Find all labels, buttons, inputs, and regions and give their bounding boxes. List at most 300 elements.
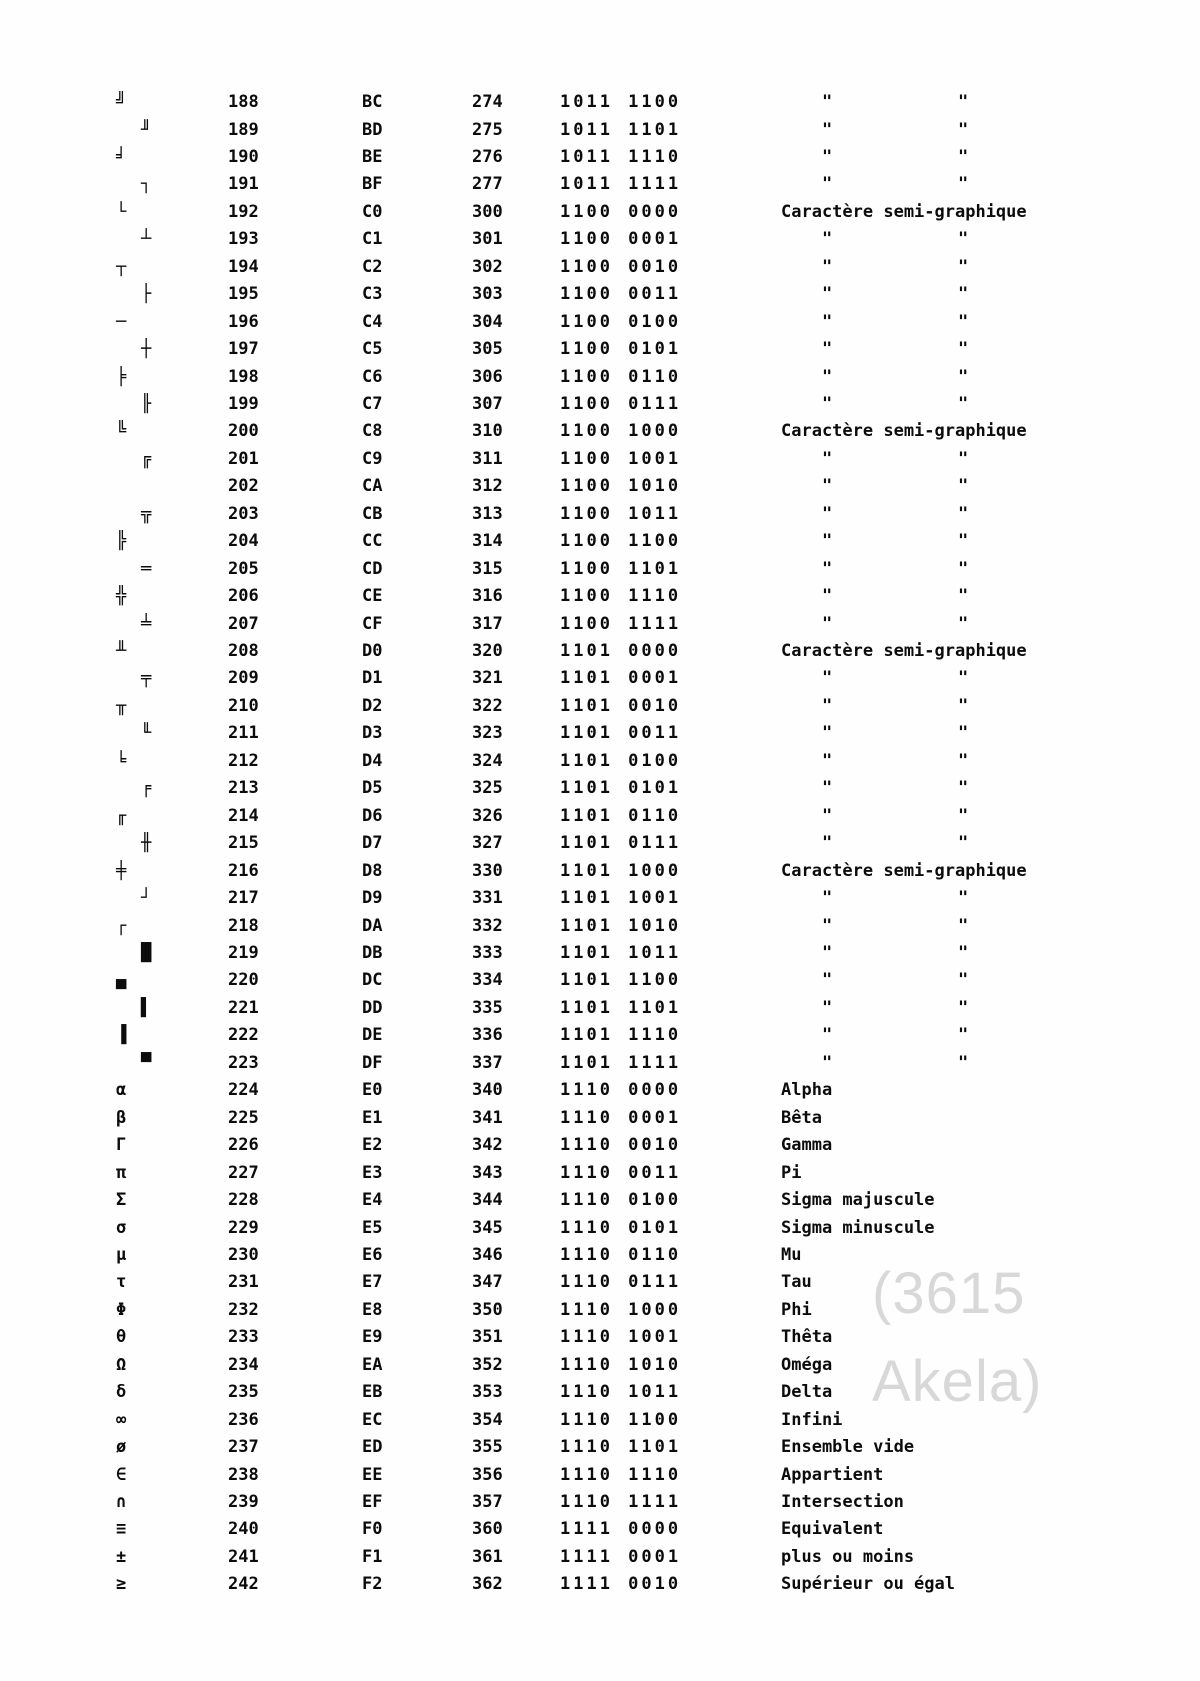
table-row bbox=[0, 610, 1200, 638]
glyph-cell: β bbox=[116, 1107, 127, 1128]
glyph-cell: ╘ bbox=[116, 750, 127, 771]
ditto-mark: " bbox=[958, 256, 969, 277]
hex-cell: DB bbox=[362, 942, 383, 963]
binary-cell: 1101 1011 bbox=[560, 942, 682, 963]
decimal-cell: 242 bbox=[228, 1574, 259, 1595]
ditto-mark: " bbox=[958, 888, 969, 908]
hex-cell: DC bbox=[362, 970, 383, 991]
table-row bbox=[0, 555, 1200, 583]
binary-cell: 1111 0000 bbox=[560, 1519, 682, 1540]
glyph-cell: σ bbox=[116, 1217, 127, 1238]
binary-cell: 1110 1010 bbox=[560, 1354, 682, 1375]
octal-cell: 333 bbox=[472, 942, 503, 963]
octal-cell: 341 bbox=[472, 1107, 503, 1128]
hex-cell: C5 bbox=[362, 339, 383, 359]
glyph-cell: ┘ bbox=[141, 888, 152, 908]
table-row bbox=[0, 774, 1200, 802]
hex-cell: CD bbox=[362, 558, 383, 579]
decimal-cell: 217 bbox=[228, 888, 259, 908]
table-row bbox=[0, 582, 1200, 610]
binary-cell: 1100 0101 bbox=[560, 339, 682, 359]
ditto-mark: " bbox=[822, 970, 833, 991]
decimal-cell: 235 bbox=[228, 1382, 259, 1403]
decimal-cell: 203 bbox=[228, 503, 259, 524]
octal-cell: 327 bbox=[472, 833, 503, 854]
table-row bbox=[0, 500, 1200, 528]
binary-cell: 1101 1101 bbox=[560, 997, 682, 1018]
glyph-cell: ≡ bbox=[116, 1519, 127, 1540]
table-row bbox=[0, 1543, 1200, 1571]
binary-cell: 1110 0110 bbox=[560, 1244, 682, 1265]
octal-cell: 300 bbox=[472, 201, 503, 222]
table-row bbox=[0, 417, 1200, 445]
description-cell: Caractère semi-graphique bbox=[781, 860, 1027, 881]
glyph-cell: ≥ bbox=[116, 1574, 127, 1595]
description-cell: Delta bbox=[781, 1382, 833, 1403]
description-cell: Appartient bbox=[781, 1464, 884, 1485]
binary-cell: 1101 0100 bbox=[560, 750, 682, 771]
table-row bbox=[0, 116, 1200, 144]
glyph-cell: ┌ bbox=[116, 915, 127, 936]
decimal-cell: 202 bbox=[228, 476, 259, 497]
ditto-mark: " bbox=[822, 668, 833, 689]
binary-cell: 1101 1100 bbox=[560, 970, 682, 991]
octal-cell: 304 bbox=[472, 311, 503, 332]
octal-cell: 325 bbox=[472, 778, 503, 799]
glyph-cell: ▀ bbox=[141, 1052, 152, 1073]
glyph-cell: ╝ bbox=[116, 92, 127, 112]
decimal-cell: 214 bbox=[228, 805, 259, 826]
binary-cell: 1110 1110 bbox=[560, 1464, 682, 1485]
octal-cell: 342 bbox=[472, 1135, 503, 1156]
table-row bbox=[0, 280, 1200, 308]
hex-cell: BF bbox=[362, 174, 383, 195]
table-row bbox=[0, 719, 1200, 747]
binary-cell: 1110 0111 bbox=[560, 1272, 682, 1293]
binary-cell: 1110 1101 bbox=[560, 1437, 682, 1457]
octal-cell: 337 bbox=[472, 1052, 503, 1073]
binary-cell: 1111 0001 bbox=[560, 1546, 682, 1567]
octal-cell: 343 bbox=[472, 1162, 503, 1183]
binary-cell: 1100 1000 bbox=[560, 421, 682, 442]
glyph-cell: ├ bbox=[141, 284, 152, 305]
binary-cell: 1100 0111 bbox=[560, 393, 682, 414]
decimal-cell: 216 bbox=[228, 860, 259, 881]
octal-cell: 315 bbox=[472, 558, 503, 579]
description-cell: Gamma bbox=[781, 1135, 833, 1156]
description-cell: Infini bbox=[781, 1409, 843, 1430]
ditto-mark: " bbox=[958, 366, 969, 387]
hex-cell: F1 bbox=[362, 1546, 383, 1567]
decimal-cell: 205 bbox=[228, 558, 259, 579]
description-cell: Equivalent bbox=[781, 1519, 884, 1540]
description-cell: Ensemble vide bbox=[781, 1437, 915, 1457]
glyph-cell: ╙ bbox=[141, 723, 152, 744]
octal-cell: 350 bbox=[472, 1299, 503, 1320]
glyph-cell: ╨ bbox=[116, 641, 127, 661]
binary-cell: 1100 0010 bbox=[560, 256, 682, 277]
description-cell: Mu bbox=[781, 1244, 802, 1265]
table-row bbox=[0, 225, 1200, 253]
description-cell: Phi bbox=[781, 1299, 812, 1320]
ditto-mark: " bbox=[822, 311, 833, 332]
glyph-cell: Ω bbox=[116, 1354, 127, 1375]
hex-cell: E9 bbox=[362, 1327, 383, 1348]
octal-cell: 307 bbox=[472, 393, 503, 414]
hex-cell: E8 bbox=[362, 1299, 383, 1320]
hex-cell: D7 bbox=[362, 833, 383, 854]
octal-cell: 362 bbox=[472, 1574, 503, 1595]
ditto-mark: " bbox=[822, 997, 833, 1018]
ditto-mark: " bbox=[822, 393, 833, 414]
ditto-mark: " bbox=[958, 613, 969, 634]
glyph-cell: ▌ bbox=[141, 997, 152, 1018]
binary-cell: 1101 1111 bbox=[560, 1052, 682, 1073]
decimal-cell: 195 bbox=[228, 284, 259, 305]
ditto-mark: " bbox=[958, 750, 969, 771]
watermark bbox=[872, 1250, 1042, 1426]
ditto-mark: " bbox=[822, 805, 833, 826]
hex-cell: DE bbox=[362, 1025, 383, 1046]
binary-cell: 1101 1000 bbox=[560, 860, 682, 881]
decimal-cell: 237 bbox=[228, 1437, 259, 1457]
table-row bbox=[0, 1049, 1200, 1077]
glyph-cell: ╜ bbox=[141, 119, 152, 140]
glyph-cell: ± bbox=[116, 1546, 127, 1567]
table-row bbox=[0, 802, 1200, 830]
table-row bbox=[0, 884, 1200, 912]
glyph-cell: µ bbox=[116, 1244, 127, 1265]
hex-cell: D6 bbox=[362, 805, 383, 826]
binary-cell: 1101 1001 bbox=[560, 888, 682, 908]
binary-cell: 1110 1000 bbox=[560, 1299, 682, 1320]
binary-cell: 1101 0111 bbox=[560, 833, 682, 854]
binary-cell: 1110 1100 bbox=[560, 1409, 682, 1430]
ditto-mark: " bbox=[822, 256, 833, 277]
ditto-mark: " bbox=[958, 1052, 969, 1073]
octal-cell: 334 bbox=[472, 970, 503, 991]
hex-cell: CA bbox=[362, 476, 383, 497]
watermark-line-1: (3615 bbox=[872, 1261, 1026, 1326]
binary-cell: 1101 0011 bbox=[560, 723, 682, 744]
binary-cell: 1110 0100 bbox=[560, 1190, 682, 1210]
table-row bbox=[0, 1186, 1200, 1214]
decimal-cell: 207 bbox=[228, 613, 259, 634]
octal-cell: 336 bbox=[472, 1025, 503, 1046]
table-row bbox=[0, 692, 1200, 720]
decimal-cell: 190 bbox=[228, 146, 259, 167]
hex-cell: CE bbox=[362, 586, 383, 607]
glyph-cell: ╫ bbox=[141, 833, 152, 854]
ditto-mark: " bbox=[822, 476, 833, 497]
glyph-cell: ─ bbox=[116, 311, 127, 332]
decimal-cell: 211 bbox=[228, 723, 259, 744]
decimal-cell: 213 bbox=[228, 778, 259, 799]
octal-cell: 345 bbox=[472, 1217, 503, 1238]
ditto-mark: " bbox=[822, 613, 833, 634]
table-row bbox=[0, 1214, 1200, 1242]
ditto-mark: " bbox=[958, 1025, 969, 1046]
octal-cell: 332 bbox=[472, 915, 503, 936]
binary-cell: 1110 0011 bbox=[560, 1162, 682, 1183]
hex-cell: DD bbox=[362, 997, 383, 1018]
octal-cell: 354 bbox=[472, 1409, 503, 1430]
binary-cell: 1101 0001 bbox=[560, 668, 682, 689]
table-row bbox=[0, 198, 1200, 226]
decimal-cell: 197 bbox=[228, 339, 259, 359]
ditto-mark: " bbox=[822, 723, 833, 744]
hex-cell: CB bbox=[362, 503, 383, 524]
octal-cell: 347 bbox=[472, 1272, 503, 1293]
decimal-cell: 229 bbox=[228, 1217, 259, 1238]
table-row bbox=[0, 88, 1200, 116]
binary-cell: 1100 1111 bbox=[560, 613, 682, 634]
hex-cell: EA bbox=[362, 1354, 383, 1375]
decimal-cell: 191 bbox=[228, 174, 259, 195]
table-row bbox=[0, 527, 1200, 555]
binary-cell: 1100 0000 bbox=[560, 201, 682, 222]
decimal-cell: 209 bbox=[228, 668, 259, 689]
octal-cell: 312 bbox=[472, 476, 503, 497]
octal-cell: 331 bbox=[472, 888, 503, 908]
glyph-cell: ╤ bbox=[141, 668, 152, 689]
table-row bbox=[0, 1570, 1200, 1598]
binary-cell: 1100 0011 bbox=[560, 284, 682, 305]
octal-cell: 361 bbox=[472, 1546, 503, 1567]
table-row bbox=[0, 747, 1200, 775]
description-cell: plus ou moins bbox=[781, 1546, 915, 1567]
octal-cell: 346 bbox=[472, 1244, 503, 1265]
table-row bbox=[0, 143, 1200, 171]
octal-cell: 306 bbox=[472, 366, 503, 387]
decimal-cell: 200 bbox=[228, 421, 259, 442]
binary-cell: 1110 0101 bbox=[560, 1217, 682, 1238]
ditto-mark: " bbox=[958, 503, 969, 524]
glyph-cell: ╦ bbox=[141, 503, 152, 524]
table-row bbox=[0, 1159, 1200, 1187]
description-cell: Pi bbox=[781, 1162, 802, 1183]
hex-cell: C8 bbox=[362, 421, 383, 442]
binary-cell: 1110 1011 bbox=[560, 1382, 682, 1403]
binary-cell: 1011 1100 bbox=[560, 92, 682, 112]
binary-cell: 1100 0100 bbox=[560, 311, 682, 332]
decimal-cell: 189 bbox=[228, 119, 259, 140]
ditto-mark: " bbox=[822, 146, 833, 167]
table-row bbox=[0, 966, 1200, 994]
hex-cell: D0 bbox=[362, 641, 383, 661]
decimal-cell: 219 bbox=[228, 942, 259, 963]
ditto-mark: " bbox=[822, 174, 833, 195]
binary-cell: 1111 0010 bbox=[560, 1574, 682, 1595]
octal-cell: 320 bbox=[472, 641, 503, 661]
binary-cell: 1011 1110 bbox=[560, 146, 682, 167]
glyph-cell: ∩ bbox=[116, 1492, 127, 1512]
binary-cell: 1100 1010 bbox=[560, 476, 682, 497]
decimal-cell: 238 bbox=[228, 1464, 259, 1485]
table-row bbox=[0, 253, 1200, 281]
octal-cell: 326 bbox=[472, 805, 503, 826]
hex-cell: D8 bbox=[362, 860, 383, 881]
hex-cell: C3 bbox=[362, 284, 383, 305]
octal-cell: 335 bbox=[472, 997, 503, 1018]
binary-cell: 1100 1001 bbox=[560, 448, 682, 469]
hex-cell: C6 bbox=[362, 366, 383, 387]
table-row bbox=[0, 308, 1200, 336]
hex-cell: F0 bbox=[362, 1519, 383, 1540]
decimal-cell: 221 bbox=[228, 997, 259, 1018]
decimal-cell: 231 bbox=[228, 1272, 259, 1293]
glyph-cell: ╞ bbox=[116, 366, 127, 387]
hex-cell: BC bbox=[362, 92, 383, 112]
hex-cell: DA bbox=[362, 915, 383, 936]
table-row bbox=[0, 857, 1200, 885]
decimal-cell: 222 bbox=[228, 1025, 259, 1046]
table-row bbox=[0, 390, 1200, 418]
hex-cell: BD bbox=[362, 119, 383, 140]
hex-cell: EE bbox=[362, 1464, 383, 1485]
decimal-cell: 236 bbox=[228, 1409, 259, 1430]
decimal-cell: 227 bbox=[228, 1162, 259, 1183]
hex-cell: D9 bbox=[362, 888, 383, 908]
hex-cell: C7 bbox=[362, 393, 383, 414]
ditto-mark: " bbox=[822, 503, 833, 524]
octal-cell: 305 bbox=[472, 339, 503, 359]
glyph-cell: Γ bbox=[116, 1135, 127, 1156]
glyph-cell: Σ bbox=[116, 1190, 127, 1210]
ditto-mark: " bbox=[958, 476, 969, 497]
description-cell: Sigma minuscule bbox=[781, 1217, 935, 1238]
ditto-mark: " bbox=[822, 750, 833, 771]
binary-cell: 1100 0001 bbox=[560, 229, 682, 250]
binary-cell: 1100 1011 bbox=[560, 503, 682, 524]
glyph-cell: ═ bbox=[141, 558, 152, 579]
octal-cell: 276 bbox=[472, 146, 503, 167]
ditto-mark: " bbox=[822, 558, 833, 579]
description-cell: Thêta bbox=[781, 1327, 833, 1348]
octal-cell: 356 bbox=[472, 1464, 503, 1485]
binary-cell: 1110 1001 bbox=[560, 1327, 682, 1348]
decimal-cell: 194 bbox=[228, 256, 259, 277]
glyph-cell: ∈ bbox=[116, 1464, 127, 1485]
octal-cell: 357 bbox=[472, 1492, 503, 1512]
ditto-mark: " bbox=[822, 229, 833, 250]
glyph-cell: ╪ bbox=[116, 860, 127, 881]
glyph-cell: ╥ bbox=[116, 695, 127, 716]
table-row bbox=[0, 994, 1200, 1022]
table-row bbox=[0, 637, 1200, 665]
octal-cell: 303 bbox=[472, 284, 503, 305]
hex-cell: E4 bbox=[362, 1190, 383, 1210]
ditto-mark: " bbox=[822, 942, 833, 963]
decimal-cell: 192 bbox=[228, 201, 259, 222]
ditto-mark: " bbox=[958, 970, 969, 991]
octal-cell: 355 bbox=[472, 1437, 503, 1457]
octal-cell: 324 bbox=[472, 750, 503, 771]
glyph-cell: ▐ bbox=[116, 1025, 127, 1046]
ditto-mark: " bbox=[958, 942, 969, 963]
ditto-mark: " bbox=[822, 284, 833, 305]
table-row bbox=[0, 1131, 1200, 1159]
glyph-cell: ┐ bbox=[141, 174, 152, 195]
description-cell: Tau bbox=[781, 1272, 812, 1293]
decimal-cell: 220 bbox=[228, 970, 259, 991]
ditto-mark: " bbox=[822, 1025, 833, 1046]
decimal-cell: 241 bbox=[228, 1546, 259, 1567]
hex-cell: D1 bbox=[362, 668, 383, 689]
hex-cell: C9 bbox=[362, 448, 383, 469]
octal-cell: 351 bbox=[472, 1327, 503, 1348]
glyph-cell: ╟ bbox=[141, 393, 152, 414]
ditto-mark: " bbox=[958, 695, 969, 716]
glyph-cell: ┴ bbox=[141, 229, 152, 250]
glyph-cell: π bbox=[116, 1162, 127, 1183]
table-row bbox=[0, 1021, 1200, 1049]
ditto-mark: " bbox=[958, 339, 969, 359]
ditto-mark: " bbox=[822, 888, 833, 908]
hex-cell: BE bbox=[362, 146, 383, 167]
ditto-mark: " bbox=[958, 284, 969, 305]
octal-cell: 301 bbox=[472, 229, 503, 250]
hex-cell: D2 bbox=[362, 695, 383, 716]
binary-cell: 1101 0110 bbox=[560, 805, 682, 826]
decimal-cell: 196 bbox=[228, 311, 259, 332]
binary-cell: 1101 0101 bbox=[560, 778, 682, 799]
binary-cell: 1100 1100 bbox=[560, 531, 682, 552]
octal-cell: 344 bbox=[472, 1190, 503, 1210]
decimal-cell: 208 bbox=[228, 641, 259, 661]
ditto-mark: " bbox=[822, 531, 833, 552]
binary-cell: 1110 0010 bbox=[560, 1135, 682, 1156]
decimal-cell: 234 bbox=[228, 1354, 259, 1375]
hex-cell: D3 bbox=[362, 723, 383, 744]
ditto-mark: " bbox=[958, 146, 969, 167]
ditto-mark: " bbox=[822, 695, 833, 716]
hex-cell: E0 bbox=[362, 1080, 383, 1101]
table-row bbox=[0, 1104, 1200, 1132]
ditto-mark: " bbox=[958, 229, 969, 250]
table-row bbox=[0, 1515, 1200, 1543]
binary-cell: 1100 1110 bbox=[560, 586, 682, 607]
table-row bbox=[0, 939, 1200, 967]
ditto-mark: " bbox=[958, 915, 969, 936]
glyph-cell: ╒ bbox=[141, 778, 152, 799]
ditto-mark: " bbox=[822, 833, 833, 854]
table-row bbox=[0, 664, 1200, 692]
glyph-cell: ╬ bbox=[116, 586, 127, 607]
glyph-cell: █ bbox=[141, 942, 152, 963]
glyph-cell: θ bbox=[116, 1327, 127, 1348]
description-cell: Bêta bbox=[781, 1107, 822, 1128]
decimal-cell: 210 bbox=[228, 695, 259, 716]
binary-cell: 1110 1111 bbox=[560, 1492, 682, 1512]
binary-cell: 1100 0110 bbox=[560, 366, 682, 387]
hex-cell: E7 bbox=[362, 1272, 383, 1293]
decimal-cell: 240 bbox=[228, 1519, 259, 1540]
hex-cell: C2 bbox=[362, 256, 383, 277]
octal-cell: 302 bbox=[472, 256, 503, 277]
table-row bbox=[0, 1461, 1200, 1489]
decimal-cell: 226 bbox=[228, 1135, 259, 1156]
description-cell: Caractère semi-graphique bbox=[781, 421, 1027, 442]
description-cell: Supérieur ou égal bbox=[781, 1574, 955, 1595]
decimal-cell: 218 bbox=[228, 915, 259, 936]
ditto-mark: " bbox=[822, 778, 833, 799]
octal-cell: 310 bbox=[472, 421, 503, 442]
decimal-cell: 224 bbox=[228, 1080, 259, 1101]
glyph-cell: ┬ bbox=[116, 256, 127, 277]
glyph-cell: ∞ bbox=[116, 1409, 127, 1430]
table-row bbox=[0, 335, 1200, 363]
